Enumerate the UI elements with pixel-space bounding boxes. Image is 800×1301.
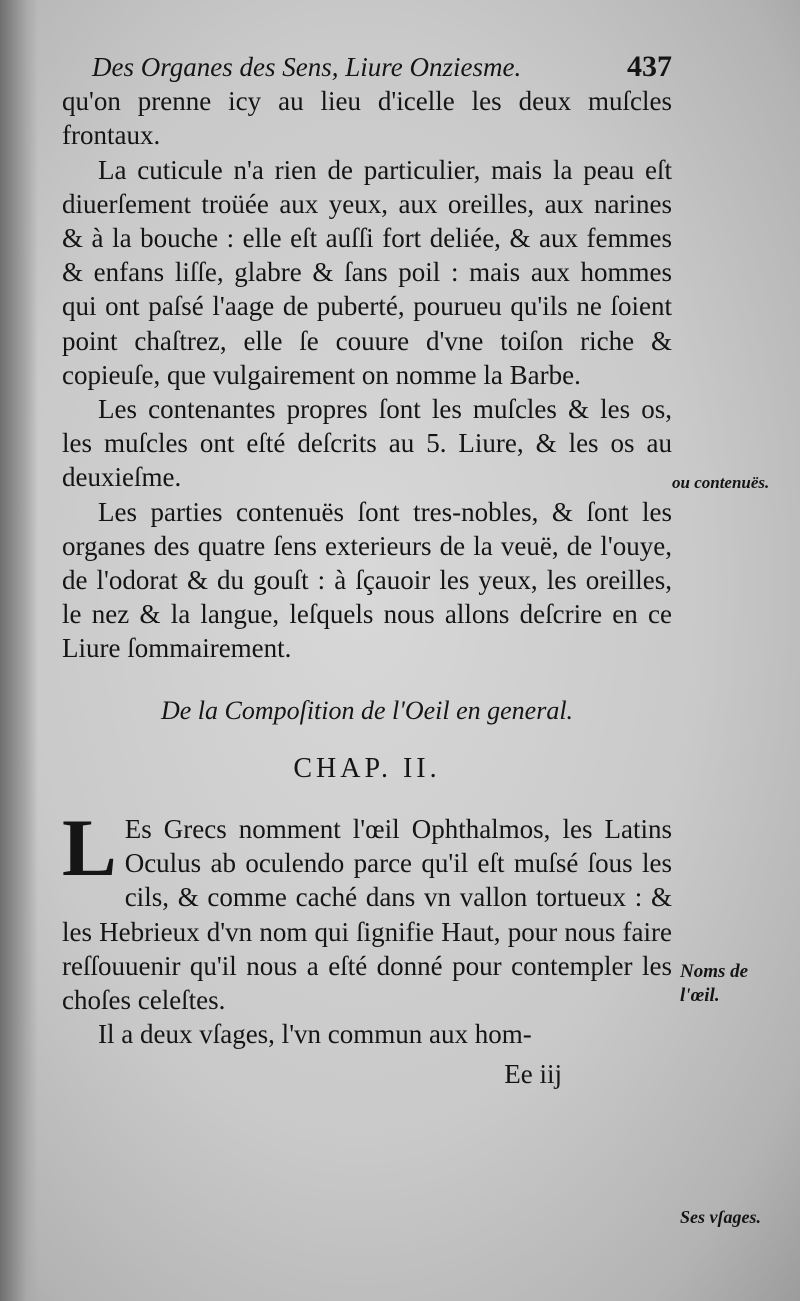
margin-note-usages: Ses vſages. [680,1207,761,1227]
paragraph-6: Il a deux vſages, l'vn commun aux hom- [98,1019,532,1050]
paragraph-4: Les parties contenuës ſont tres-nobles, & ſont les organes des quatre ſens exterieurs de la veuë, de l'ouye, de l'odorat & du gouſt : à ſçauoir les yeux, les oreilles, le nez & la langue, leſquels nous allons deſcrire en ce Liure ſommairement. [62,496,672,664]
page-number: 437 [627,50,672,83]
running-title: Des Organes des Sens, Liure Onziesme. [92,52,522,82]
section-title: De la Compoſition de l'Oeil en general. [160,695,574,725]
running-header [62,50,672,84]
paragraph-1: qu'on prenne icy au lieu d'icelle les deux muſcles frontaux. [62,86,672,151]
paragraph-3: Les contenantes propres ſont les muſcles & les os, les muſcles ont eſté deſcrits au 5. Liure, & les os au deuxieſme. [62,394,672,493]
paragraph-2: La cuticule n'a rien de particulier, mais la peau eſt diuerſement troüée aux yeux, aux oreilles, aux narines & à la bouche : elle eſt auſſi fort deliée, & aux femmes & enfans liſſe, glabre & ſans poil : mais aux hommes qui ont paſsé l'aage de puberté, pourueu qu'ils ne ſoient point chaſtrez, elle ſe couure d'vne toiſon riche & copieuſe, que vulgairement on nomme la Barbe. [62,154,672,390]
margin-note-contenues: ou contenuës. [672,473,770,492]
main-text-block [62,50,672,1092]
page-gutter-shadow [0,0,38,1301]
drop-capital: L [62,802,117,894]
paragraph-5-text: Es Grecs nomment l'œil Ophthalmos, les Latins Oculus ab oculendo parce qu'il eſt muſsé ſous les cils, & comme caché dans vn vallon tortueux : & les Hebrieux d'vn nom qui ſignifie Haut, pour nous faire reſſouuenir qu'il nous a eſté donné pour contempler les choſes celeſtes. [62,814,672,1016]
chapter-heading: CHAP. II. [293,752,441,784]
margin-note-noms: Noms de l'œil. [680,961,749,1006]
signature-mark: Ee iij [504,1059,562,1090]
paragraph-5 [62,802,672,1017]
